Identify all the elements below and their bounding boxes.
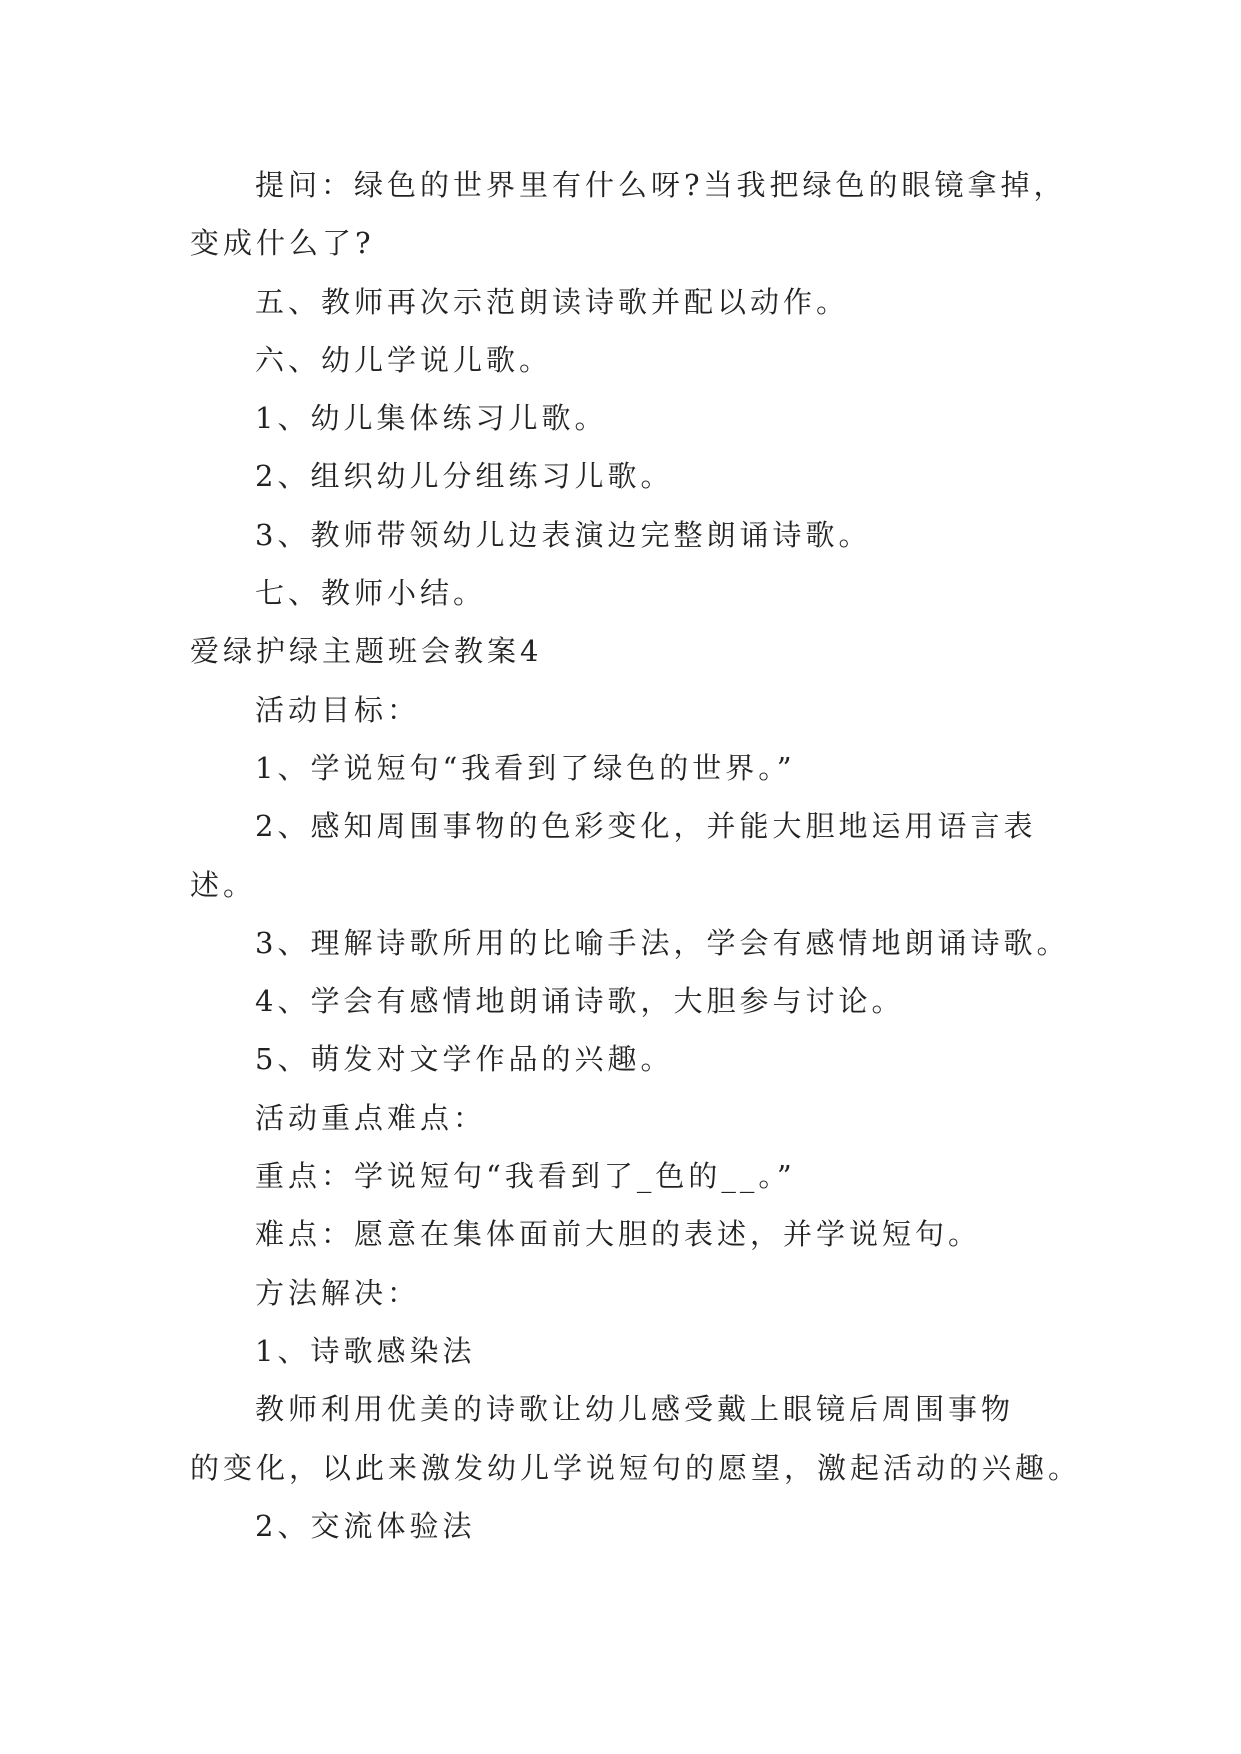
paragraph-line: 活动重点难点： (255, 1100, 487, 1135)
paragraph-line: 方法解决： (255, 1275, 421, 1310)
paragraph-line: 活动目标： (255, 692, 421, 727)
paragraph-line: 的变化，以此来激发幼儿学说短句的愿望，激起活动的兴趣。 (190, 1450, 1082, 1485)
paragraph-line: 3、教师带领幼儿边表演边完整朗诵诗歌。 (255, 517, 872, 552)
paragraph-line: 5、萌发对文学作品的兴趣。 (255, 1042, 674, 1077)
paragraph-line: 3、理解诗歌所用的比喻手法，学会有感情地朗诵诗歌。 (255, 925, 1070, 960)
section-title: 爱绿护绿主题班会教案4 (190, 634, 543, 669)
paragraph-line: 重点：学说短句“我看到了_色的__。” (255, 1159, 796, 1194)
paragraph-line: 1、幼儿集体练习儿歌。 (255, 401, 608, 436)
paragraph-line: 2、交流体验法 (255, 1508, 476, 1543)
paragraph-line: 教师利用优美的诗歌让幼儿感受戴上眼镜后周围事物 (255, 1392, 1015, 1427)
paragraph-line: 变成什么了? (190, 226, 375, 261)
paragraph-line: 2、感知周围事物的色彩变化，并能大胆地运用语言表 (255, 809, 1037, 844)
paragraph-line: 提问：绿色的世界里有什么呀?当我把绿色的眼镜拿掉， (255, 168, 1067, 202)
paragraph-line: 六、幼儿学说儿歌。 (255, 342, 553, 377)
paragraph-line: 难点：愿意在集体面前大胆的表述，并学说短句。 (255, 1217, 982, 1252)
paragraph-line: 1、诗歌感染法 (255, 1333, 476, 1368)
paragraph-line: 五、教师再次示范朗读诗歌并配以动作。 (255, 284, 850, 319)
paragraph-line: 述。 (190, 867, 257, 902)
paragraph-line: 2、组织幼儿分组练习儿歌。 (255, 459, 674, 494)
paragraph-line: 4、学会有感情地朗诵诗歌，大胆参与讨论。 (255, 984, 905, 1019)
paragraph-line: 1、学说短句“我看到了绿色的世界。” (255, 750, 796, 785)
paragraph-line: 七、教师小结。 (255, 576, 487, 611)
document-body (190, 156, 1082, 1555)
